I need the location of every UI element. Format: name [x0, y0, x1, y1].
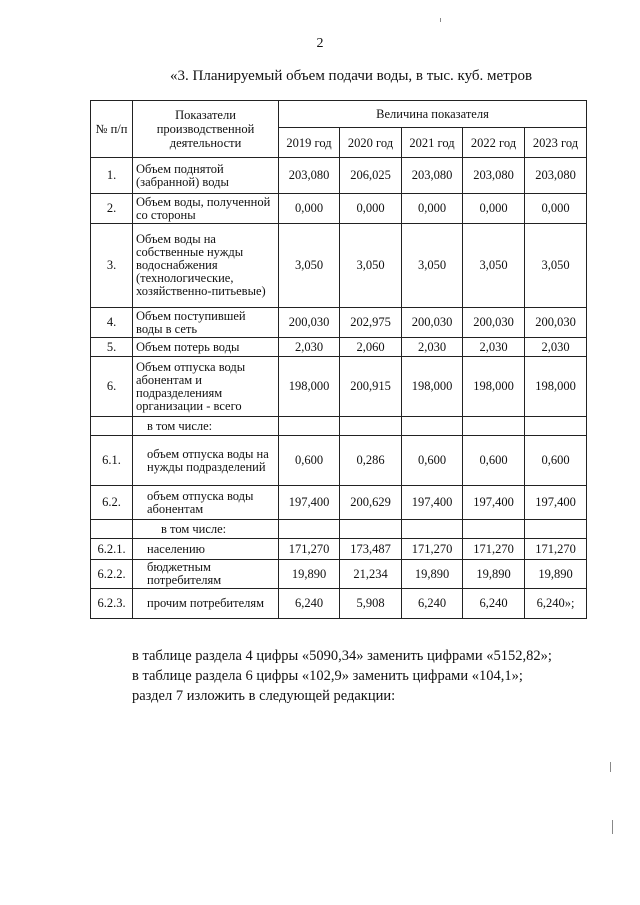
value-cell: 202,975 [340, 308, 402, 338]
indicator-cell: прочим потребителям [133, 589, 279, 619]
value-cell [279, 417, 340, 436]
value-cell: 2,030 [463, 338, 525, 357]
value-cell: 197,400 [463, 486, 525, 520]
indicator-cell: Объем воды, полученной со стороны [133, 194, 279, 224]
amendment-paragraph-3: раздел 7 изложить в следующей редакции: [132, 688, 396, 704]
value-cell: 0,600 [279, 436, 340, 486]
row-number-cell: 1. [91, 158, 133, 194]
indicator-cell: бюджетным потребителям [133, 560, 279, 589]
value-cell: 171,270 [279, 539, 340, 560]
table-row [91, 308, 587, 338]
value-cell: 19,890 [279, 560, 340, 589]
value-cell: 198,000 [525, 357, 587, 417]
value-cell: 200,915 [340, 357, 402, 417]
scan-speck [610, 762, 611, 772]
header-year: 2021 год [402, 128, 463, 158]
value-cell: 6,240 [279, 589, 340, 619]
value-cell: 0,600 [463, 436, 525, 486]
value-cell: 5,908 [340, 589, 402, 619]
indicator-cell: Объем поднятой (забранной) воды [133, 158, 279, 194]
table-row [91, 539, 587, 560]
value-cell: 2,030 [279, 338, 340, 357]
value-cell: 200,030 [525, 308, 587, 338]
value-cell: 19,890 [525, 560, 587, 589]
value-cell [463, 520, 525, 539]
value-cell: 203,080 [279, 158, 340, 194]
value-cell: 198,000 [463, 357, 525, 417]
table-row [91, 436, 587, 486]
indicator-cell: Объем отпуска воды абонентам и подразделениям организации - всего [133, 357, 279, 417]
row-number-cell: 5. [91, 338, 133, 357]
table-row [91, 357, 587, 417]
indicator-cell: в том числе: [133, 520, 279, 539]
table-row [91, 486, 587, 520]
row-number-cell: 6. [91, 357, 133, 417]
value-cell: 173,487 [340, 539, 402, 560]
value-cell [279, 520, 340, 539]
amendment-paragraph-2: в таблице раздела 6 цифры «102,9» заменить цифрами «104,1»; [132, 668, 523, 684]
row-number-cell: 6.2.3. [91, 589, 133, 619]
value-cell: 0,000 [463, 194, 525, 224]
value-cell: 171,270 [402, 539, 463, 560]
amendment-paragraph-1: в таблице раздела 4 цифры «5090,34» заменить цифрами «5152,82»; [132, 648, 552, 664]
indicator-cell: объем отпуска воды абонентам [133, 486, 279, 520]
value-cell: 171,270 [525, 539, 587, 560]
value-cell: 197,400 [402, 486, 463, 520]
table-row [91, 194, 587, 224]
value-cell: 3,050 [402, 224, 463, 308]
value-cell: 2,030 [402, 338, 463, 357]
table-row [91, 520, 587, 539]
value-cell: 206,025 [340, 158, 402, 194]
header-year: 2020 год [340, 128, 402, 158]
table-row [91, 560, 587, 589]
value-cell: 19,890 [402, 560, 463, 589]
row-number-cell: 6.2.1. [91, 539, 133, 560]
row-number-cell: 3. [91, 224, 133, 308]
value-cell [525, 520, 587, 539]
row-number-cell [91, 417, 133, 436]
value-cell: 0,000 [525, 194, 587, 224]
value-cell: 3,050 [279, 224, 340, 308]
value-cell: 2,030 [525, 338, 587, 357]
header-indicator: Показатели производственной деятельности [133, 101, 279, 158]
row-number-cell: 6.2. [91, 486, 133, 520]
scan-speck [612, 820, 613, 834]
value-cell: 21,234 [340, 560, 402, 589]
value-cell: 198,000 [402, 357, 463, 417]
value-cell [402, 520, 463, 539]
value-cell: 0,000 [279, 194, 340, 224]
indicator-cell: Объем поступившей воды в сеть [133, 308, 279, 338]
value-cell: 3,050 [340, 224, 402, 308]
indicator-cell: населению [133, 539, 279, 560]
value-cell: 203,080 [463, 158, 525, 194]
table-body [91, 158, 587, 619]
value-cell: 2,060 [340, 338, 402, 357]
value-cell: 200,030 [463, 308, 525, 338]
value-cell: 0,000 [340, 194, 402, 224]
value-cell: 200,629 [340, 486, 402, 520]
table-row [91, 589, 587, 619]
value-cell: 6,240 [402, 589, 463, 619]
header-number: № п/п [91, 101, 133, 158]
scan-speck [440, 18, 441, 22]
table-row [91, 224, 587, 308]
value-cell: 0,286 [340, 436, 402, 486]
row-number-cell: 4. [91, 308, 133, 338]
page-number: 2 [316, 36, 324, 51]
row-number-cell: 2. [91, 194, 133, 224]
table-row [91, 338, 587, 357]
value-cell: 3,050 [463, 224, 525, 308]
value-cell [525, 417, 587, 436]
value-cell: 198,000 [279, 357, 340, 417]
row-number-cell [91, 520, 133, 539]
value-cell [340, 417, 402, 436]
row-number-cell: 6.2.2. [91, 560, 133, 589]
header-year: 2023 год [525, 128, 587, 158]
table-row [91, 417, 587, 436]
water-supply-table [90, 100, 587, 619]
value-cell: 6,240»; [525, 589, 587, 619]
header-value-group: Величина показателя [279, 101, 587, 128]
value-cell: 200,030 [402, 308, 463, 338]
indicator-cell: в том числе: [133, 417, 279, 436]
value-cell [402, 417, 463, 436]
value-cell [340, 520, 402, 539]
value-cell: 200,030 [279, 308, 340, 338]
header-year: 2022 год [463, 128, 525, 158]
section-heading: «3. Планируемый объем подачи воды, в тыс. куб. метров [170, 68, 533, 84]
value-cell: 0,000 [402, 194, 463, 224]
value-cell: 203,080 [402, 158, 463, 194]
value-cell: 0,600 [402, 436, 463, 486]
table-row [91, 158, 587, 194]
indicator-cell: Объем потерь воды [133, 338, 279, 357]
value-cell: 3,050 [525, 224, 587, 308]
value-cell: 19,890 [463, 560, 525, 589]
indicator-cell: Объем воды на собственные нужды водоснабжения (технологические, хозяйственно-питьевые) [133, 224, 279, 308]
value-cell: 171,270 [463, 539, 525, 560]
value-cell: 197,400 [525, 486, 587, 520]
header-year: 2019 год [279, 128, 340, 158]
value-cell: 6,240 [463, 589, 525, 619]
value-cell: 0,600 [525, 436, 587, 486]
value-cell [463, 417, 525, 436]
value-cell: 203,080 [525, 158, 587, 194]
value-cell: 197,400 [279, 486, 340, 520]
indicator-cell: объем отпуска воды на нужды подразделений [133, 436, 279, 486]
row-number-cell: 6.1. [91, 436, 133, 486]
